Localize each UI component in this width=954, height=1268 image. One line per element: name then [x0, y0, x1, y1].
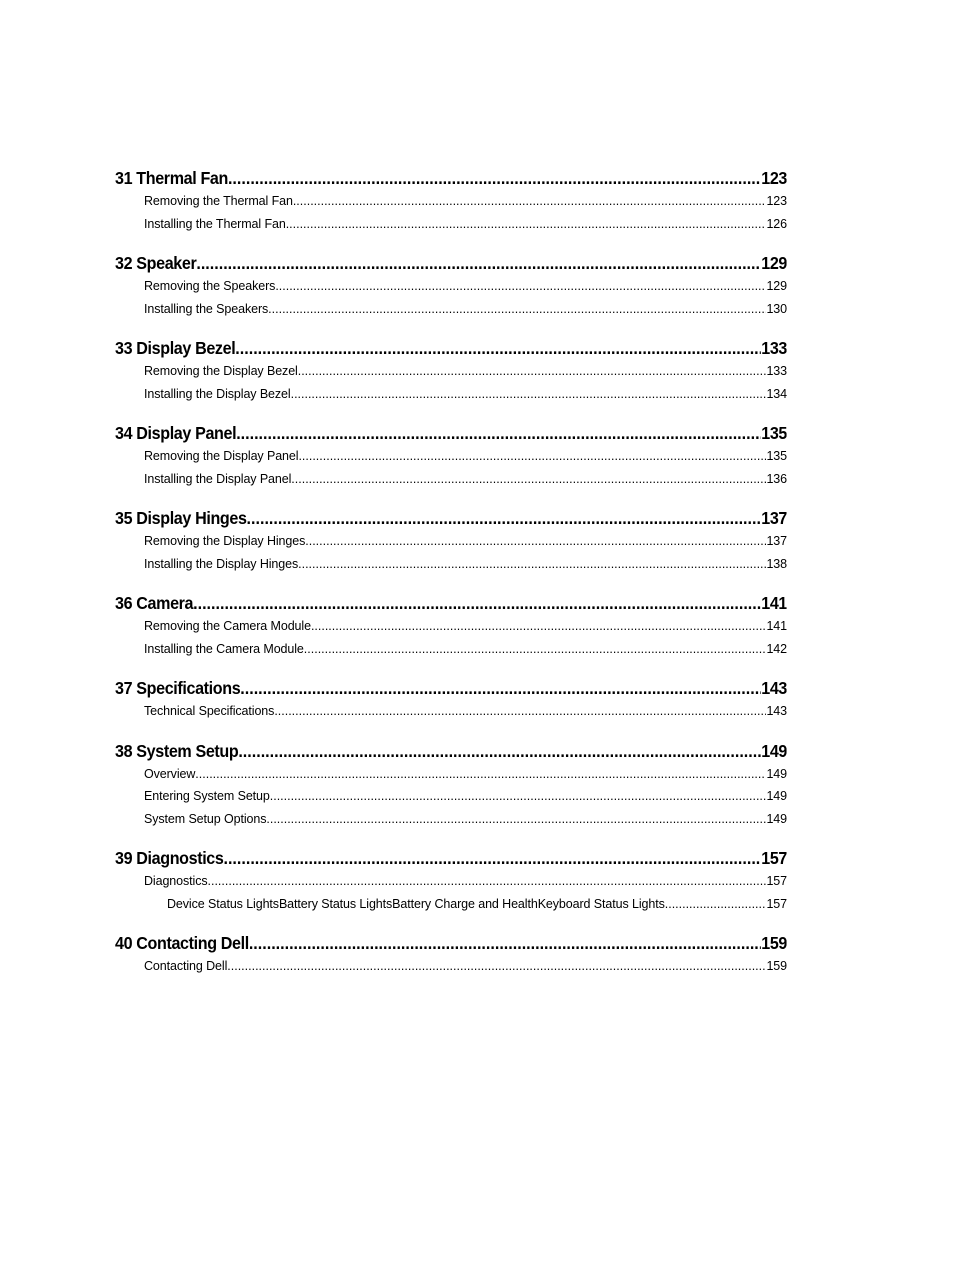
toc-section-entry[interactable]	[115, 387, 787, 410]
toc-chapter-title: 34 Display Panel	[115, 423, 237, 443]
toc-chapter-display-panel	[115, 423, 787, 494]
dot-leader	[266, 812, 766, 826]
toc-chapter-speaker	[115, 253, 787, 324]
table-of-contents	[115, 168, 787, 982]
toc-section-entry[interactable]	[115, 812, 787, 835]
dot-leader	[291, 387, 767, 401]
toc-section-entry[interactable]	[115, 449, 787, 472]
toc-section-title: System Setup Options	[144, 811, 267, 826]
toc-chapter-title: 38 System Setup	[115, 740, 239, 761]
toc-page-number: 159	[766, 959, 787, 973]
dot-leader	[238, 741, 761, 762]
dot-leader	[665, 897, 767, 911]
toc-section-title: Removing the Display Bezel	[144, 364, 298, 378]
toc-chapter-title: 37 Specifications	[115, 678, 241, 698]
toc-section-title: Removing the Speakers	[144, 279, 276, 293]
toc-chapter-entry[interactable]	[115, 678, 787, 704]
toc-section-entry[interactable]	[115, 557, 787, 580]
dot-leader	[286, 217, 767, 231]
toc-section-title: Removing the Display Hinges	[144, 534, 306, 548]
toc-chapter-title: 35 Display Hinges	[115, 508, 247, 528]
toc-chapter-contacting-dell	[115, 933, 787, 982]
toc-section-entry[interactable]	[115, 959, 787, 982]
toc-page-number: 134	[766, 386, 787, 401]
toc-section-title: Removing the Display Panel	[144, 449, 299, 463]
dot-leader	[193, 593, 761, 614]
dot-leader	[235, 338, 761, 359]
toc-page-number: 135	[761, 423, 788, 443]
toc-page-number: 129	[761, 253, 788, 273]
toc-chapter-entry[interactable]	[115, 741, 787, 767]
toc-section-title: Overview	[144, 766, 196, 781]
toc-page-number: 143	[766, 704, 787, 718]
toc-chapter-thermal-fan	[115, 168, 787, 239]
toc-page-number: 149	[766, 811, 787, 826]
toc-page-number: 141	[761, 593, 788, 613]
toc-chapter-display-bezel	[115, 338, 787, 409]
dot-leader	[311, 619, 767, 633]
dot-leader	[227, 959, 766, 973]
dot-leader	[304, 642, 767, 656]
toc-page-number: 137	[766, 534, 787, 548]
toc-page-number: 138	[766, 556, 787, 571]
toc-section-entry[interactable]	[115, 789, 787, 812]
dot-leader	[236, 423, 761, 444]
toc-chapter-title: 39 Diagnostics	[115, 848, 224, 868]
toc-page-number: 149	[761, 740, 788, 761]
toc-section-title: Removing the Thermal Fan	[144, 194, 293, 208]
dot-leader	[275, 279, 766, 293]
toc-chapter-entry[interactable]	[115, 423, 787, 449]
toc-chapter-specifications	[115, 678, 787, 727]
toc-section-entry[interactable]	[115, 534, 787, 557]
toc-page-number: 142	[766, 641, 787, 656]
toc-section-entry[interactable]	[115, 874, 787, 897]
toc-section-title: Installing the Display Panel	[144, 471, 292, 486]
toc-chapter-title: 36 Camera	[115, 593, 194, 613]
toc-page-number: 157	[766, 896, 787, 911]
dot-leader	[293, 194, 767, 208]
toc-page-number: 123	[766, 194, 787, 208]
toc-section-entry[interactable]	[115, 472, 787, 495]
toc-chapter-title: 40 Contacting Dell	[115, 933, 249, 953]
dot-leader	[274, 704, 766, 718]
toc-chapter-entry[interactable]	[115, 338, 787, 364]
toc-page-number: 157	[766, 874, 787, 888]
dot-leader	[298, 449, 766, 463]
toc-chapter-system-setup	[115, 741, 787, 835]
toc-page-number: 133	[766, 364, 787, 378]
toc-section-entry[interactable]	[115, 279, 787, 302]
toc-chapter-entry[interactable]	[115, 253, 787, 279]
toc-chapter-entry[interactable]	[115, 508, 787, 534]
toc-section-title: Technical Specifications	[144, 704, 275, 718]
toc-page-number: 123	[761, 168, 788, 188]
toc-page-number: 137	[761, 508, 788, 528]
toc-page-number: 126	[766, 216, 787, 231]
toc-section-title: Installing the Display Hinges	[144, 556, 299, 571]
dot-leader	[223, 848, 761, 869]
dot-leader	[249, 933, 761, 954]
dot-leader	[268, 302, 766, 316]
toc-page-number: 129	[766, 279, 787, 293]
toc-page-number: 143	[761, 678, 788, 698]
toc-chapter-entry[interactable]	[115, 848, 787, 874]
dot-leader	[291, 472, 766, 486]
toc-chapter-camera	[115, 593, 787, 664]
toc-section-title: Installing the Camera Module	[144, 641, 304, 656]
dot-leader	[228, 168, 761, 189]
toc-chapter-title: 31 Thermal Fan	[115, 168, 228, 188]
dot-leader	[240, 678, 761, 699]
toc-section-entry[interactable]	[115, 302, 787, 325]
toc-chapter-display-hinges	[115, 508, 787, 579]
toc-page-number: 130	[766, 301, 787, 316]
toc-page-number: 141	[766, 619, 787, 633]
toc-section-entry[interactable]	[115, 194, 787, 217]
toc-chapter-diagnostics	[115, 848, 787, 919]
toc-section-title: Installing the Thermal Fan	[144, 216, 286, 231]
toc-section-title: Installing the Display Bezel	[144, 386, 291, 401]
toc-page-number: 157	[761, 848, 788, 868]
toc-section-title: Diagnostics	[144, 874, 208, 888]
toc-section-title: Installing the Speakers	[144, 301, 269, 316]
toc-page-number: 149	[766, 766, 787, 781]
toc-section-entry[interactable]	[115, 767, 787, 790]
toc-section-entry[interactable]	[115, 364, 787, 387]
toc-section-entry[interactable]	[115, 704, 787, 727]
dot-leader	[208, 874, 767, 888]
toc-chapter-title: 33 Display Bezel	[115, 338, 236, 358]
toc-chapter-title: 32 Speaker	[115, 253, 197, 273]
toc-page-number: 135	[766, 449, 787, 463]
toc-subsection-title: Device Status LightsBattery Status LightsBattery Charge and HealthKeyboard Status Lights	[167, 896, 665, 911]
toc-subsection-entry[interactable]	[115, 897, 787, 920]
toc-page-number: 159	[761, 933, 788, 953]
toc-page-number: 133	[761, 338, 788, 358]
toc-section-title: Contacting Dell	[144, 959, 228, 973]
dot-leader	[270, 789, 767, 803]
toc-page-number: 136	[766, 471, 787, 486]
toc-chapter-entry[interactable]	[115, 168, 787, 194]
dot-leader	[298, 364, 767, 378]
toc-section-entry[interactable]	[115, 217, 787, 240]
dot-leader	[247, 508, 762, 529]
dot-leader	[195, 767, 766, 781]
toc-chapter-entry[interactable]	[115, 933, 787, 959]
toc-section-title: Removing the Camera Module	[144, 619, 311, 633]
toc-chapter-entry[interactable]	[115, 593, 787, 619]
toc-section-entry[interactable]	[115, 619, 787, 642]
toc-page-number: 149	[766, 789, 787, 803]
dot-leader	[298, 557, 766, 571]
dot-leader	[196, 253, 761, 274]
toc-section-entry[interactable]	[115, 642, 787, 665]
dot-leader	[305, 534, 766, 548]
toc-section-title: Entering System Setup	[144, 789, 270, 803]
